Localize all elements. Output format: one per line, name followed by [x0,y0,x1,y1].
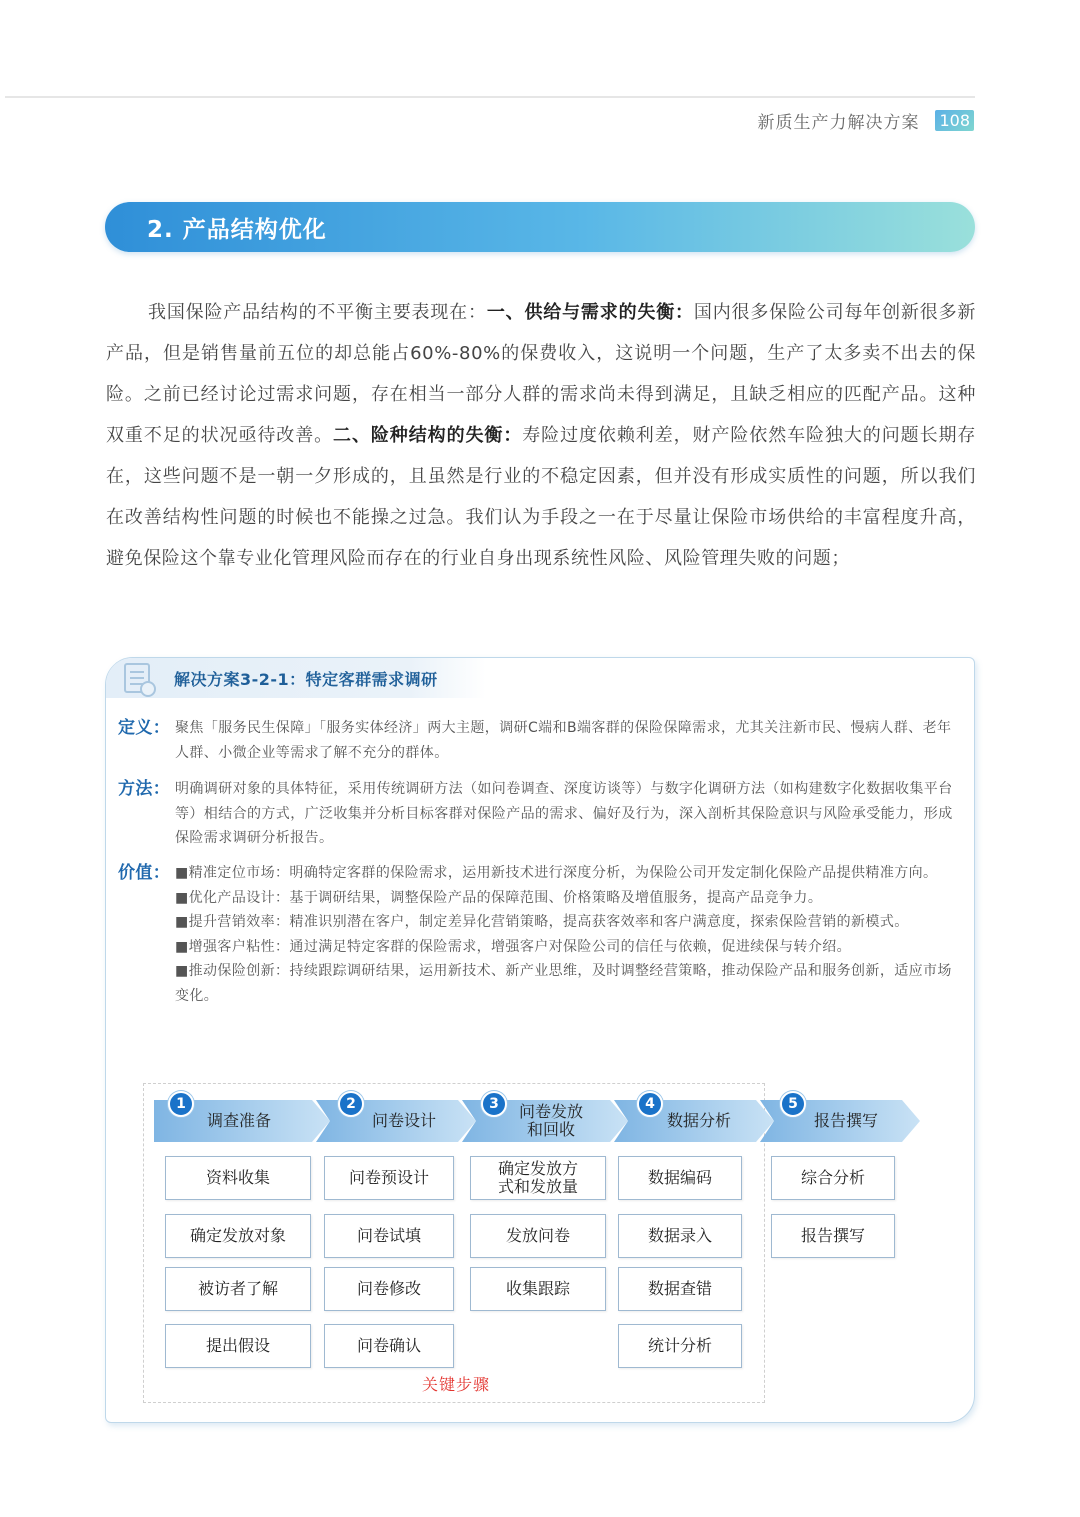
key-steps-label: 关键步骤 [422,1375,491,1394]
task-box: 问卷试填 [324,1214,454,1258]
step-number: 3 [481,1091,507,1117]
paragraph-run-bold: 一、供给与需求的失衡： [486,302,694,323]
method-block [118,777,960,851]
task-box: 确定发放对象 [165,1214,311,1258]
method-text: 明确调研对象的具体特征，采用传统调研方法（如问卷调查、深度访谈等）与数字化调研方法（如构建数字化数据收集平台等）相结合的方式，广泛收集并分析目标客群对保险产品的需求、偏好及行为，深入剖析其保险意识与风险承受能力，形成保险需求调研分析报告。 [175,781,953,846]
section-title: 2. 产品结构优化 [147,217,327,243]
task-box: 问卷预设计 [324,1156,454,1200]
process-diagram [143,1083,878,1403]
step-label: 问卷设计 [371,1111,436,1130]
paragraph-run: 我国保险产品结构的不平衡主要表现在： [148,302,487,323]
step-label: 报告撰写 [813,1111,878,1130]
paragraph-run: 国内很多保险公司每年创新很多新产品，但是销售量前五位的却总能占60%-80%的保费收入，这说明一个问题，生产了太多卖不出去的保险。之前已经讨论过需求问题，存在相当一部分人群的需求尚未得到满足，且缺乏相应的匹配产品。这种双重不足的状况亟待改善。 [106,302,976,446]
definition-label: 定义： [118,718,171,738]
section-banner [105,202,975,252]
value-item: ■精准定位市场：明确特定客群的保险需求，运用新技术进行深度分析，为保险公司开发定制化保险产品提供精准方向。 [175,865,938,881]
task-box: 综合分析 [771,1156,895,1200]
task-box: 数据查错 [618,1267,742,1311]
paragraph-run-bold: 二、险种结构的失衡： [333,425,523,446]
value-item: ■增强客户粘性：通过满足特定客群的保险需求，增强客户对保险公司的信任与依赖，促进续保与转介绍。 [175,938,852,955]
task-box: 发放问卷 [470,1214,606,1258]
task-box: 收集跟踪 [470,1267,606,1311]
definition-block [118,716,960,765]
value-item: ■推动保险创新：持续跟踪调研结果，运用新技术、新产业思维，及时调整经营策略，推动保险产品和服务创新，适应市场变化。 [175,963,952,1004]
solution-header [106,658,486,698]
task-box: 统计分析 [618,1324,742,1368]
task-box: 被访者了解 [165,1267,311,1311]
paragraph-run: 寿险过度依赖利差，财产险依然车险独大的问题长期存在，这些问题不是一朝一夕形成的，且虽然是行业的不稳定因素，但并没有形成实质性的问题，所以我们在改善结构性问题的时候也不能操之过急。我们认为手段之一在于尽量让保险市场供给的丰富程度升高，避免保险这个靠专业化管理风险而存在的行业自身出现系统性风险、风险管理失败的问题； [106,425,977,569]
page-number: 108 [935,110,974,131]
value-item: ■优化产品设计：基于调研结果，调整保险产品的保障范围、价格策略及增值服务，提高产品竞争力。 [175,889,823,906]
task-box: 提出假设 [165,1324,311,1368]
task-box: 数据编码 [618,1156,742,1200]
header-divider [5,96,975,98]
value-label: 价值： [118,863,171,883]
page-header [757,108,974,133]
definition-text: 聚焦「服务民生保障」「服务实体经济」两大主题，调研C端和B端客群的保险保障需求，尤其关注新市民、慢病人群、老年人群、小微企业等需求了解不充分的群体。 [175,720,952,761]
task-box: 数据录入 [618,1214,742,1258]
task-box: 问卷修改 [324,1267,454,1311]
step-label: 数据分析 [666,1111,731,1130]
solution-box [105,657,975,1423]
step-label: 调查准备 [206,1111,271,1130]
step-number: 5 [780,1091,806,1117]
body-paragraph [106,292,976,579]
task-box: 报告撰写 [771,1214,895,1258]
value-list [175,861,960,1008]
document-check-icon [124,663,150,693]
step-number: 4 [637,1091,663,1117]
step-label: 问卷发放 和回收 [518,1102,583,1139]
value-block [118,861,960,1008]
value-item: ■提升营销效率：精准识别潜在客户，制定差异化营销策略，提高获客效率和客户满意度，探索保险营销的新模式。 [175,914,909,930]
task-box: 确定发放方 式和发放量 [470,1156,606,1200]
solution-title: 解决方案3-2-1：特定客群需求调研 [174,670,438,689]
step-number: 1 [168,1091,194,1117]
task-box: 问卷确认 [324,1324,454,1368]
method-label: 方法： [118,779,171,799]
header-title: 新质生产力解决方案 [757,113,920,133]
task-box: 资料收集 [165,1156,311,1200]
step-number: 2 [338,1091,364,1117]
